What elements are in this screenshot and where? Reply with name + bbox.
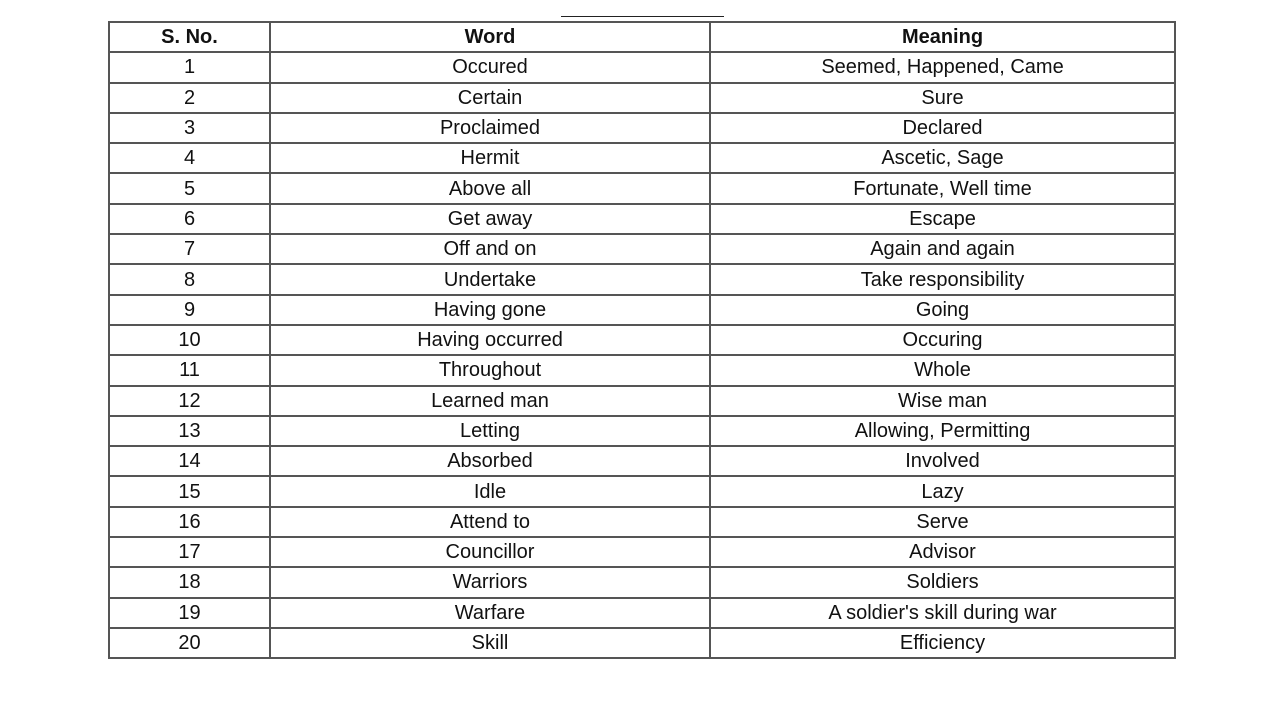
header-meaning: Meaning	[710, 22, 1175, 52]
cell-word: Idle	[270, 476, 710, 506]
cell-word: Absorbed	[270, 446, 710, 476]
table-row	[109, 598, 1175, 628]
cell-meaning: Escape	[710, 204, 1175, 234]
cell-serial-number: 14	[109, 446, 270, 476]
cell-word: Warfare	[270, 598, 710, 628]
cell-serial-number: 6	[109, 204, 270, 234]
cell-word: Councillor	[270, 537, 710, 567]
cell-meaning: Ascetic, Sage	[710, 143, 1175, 173]
cell-serial-number: 9	[109, 295, 270, 325]
cell-word: Occured	[270, 52, 710, 82]
cell-serial-number: 5	[109, 173, 270, 203]
title-underline	[561, 16, 724, 17]
cell-serial-number: 3	[109, 113, 270, 143]
table-row	[109, 446, 1175, 476]
cell-serial-number: 4	[109, 143, 270, 173]
cell-meaning: Going	[710, 295, 1175, 325]
cell-meaning: Take responsibility	[710, 264, 1175, 294]
table-row	[109, 416, 1175, 446]
cell-serial-number: 2	[109, 83, 270, 113]
cell-serial-number: 16	[109, 507, 270, 537]
cell-word: Having gone	[270, 295, 710, 325]
cell-word: Having occurred	[270, 325, 710, 355]
cell-word: Undertake	[270, 264, 710, 294]
table-row	[109, 113, 1175, 143]
cell-serial-number: 19	[109, 598, 270, 628]
cell-serial-number: 18	[109, 567, 270, 597]
cell-meaning: Declared	[710, 113, 1175, 143]
table-header-row	[109, 22, 1175, 52]
table-row	[109, 476, 1175, 506]
cell-word: Letting	[270, 416, 710, 446]
table-row	[109, 173, 1175, 203]
cell-meaning: Advisor	[710, 537, 1175, 567]
header-serial-number: S. No.	[109, 22, 270, 52]
table-body	[109, 52, 1175, 658]
cell-meaning: Efficiency	[710, 628, 1175, 658]
cell-word: Hermit	[270, 143, 710, 173]
cell-serial-number: 17	[109, 537, 270, 567]
table-row	[109, 143, 1175, 173]
cell-serial-number: 10	[109, 325, 270, 355]
table-row	[109, 507, 1175, 537]
table-row	[109, 204, 1175, 234]
table-row	[109, 537, 1175, 567]
cell-meaning: Again and again	[710, 234, 1175, 264]
table-row	[109, 234, 1175, 264]
cell-meaning: Whole	[710, 355, 1175, 385]
cell-serial-number: 7	[109, 234, 270, 264]
cell-serial-number: 15	[109, 476, 270, 506]
table-row	[109, 52, 1175, 82]
cell-word: Off and on	[270, 234, 710, 264]
cell-word: Get away	[270, 204, 710, 234]
cell-serial-number: 8	[109, 264, 270, 294]
cell-word: Certain	[270, 83, 710, 113]
cell-word: Throughout	[270, 355, 710, 385]
cell-meaning: Soldiers	[710, 567, 1175, 597]
cell-meaning: Lazy	[710, 476, 1175, 506]
table-row	[109, 386, 1175, 416]
table-row	[109, 325, 1175, 355]
vocabulary-table	[108, 21, 1176, 659]
cell-serial-number: 12	[109, 386, 270, 416]
cell-meaning: Allowing, Permitting	[710, 416, 1175, 446]
cell-serial-number: 13	[109, 416, 270, 446]
cell-meaning: Fortunate, Well time	[710, 173, 1175, 203]
cell-word: Above all	[270, 173, 710, 203]
table-row	[109, 264, 1175, 294]
table-row	[109, 355, 1175, 385]
cell-meaning: Involved	[710, 446, 1175, 476]
cell-meaning: Wise man	[710, 386, 1175, 416]
cell-word: Warriors	[270, 567, 710, 597]
table-row	[109, 295, 1175, 325]
cell-meaning: Serve	[710, 507, 1175, 537]
table-row	[109, 83, 1175, 113]
header-word: Word	[270, 22, 710, 52]
table-row	[109, 628, 1175, 658]
cell-serial-number: 1	[109, 52, 270, 82]
cell-word: Proclaimed	[270, 113, 710, 143]
cell-word: Learned man	[270, 386, 710, 416]
cell-meaning: Sure	[710, 83, 1175, 113]
cell-word: Attend to	[270, 507, 710, 537]
cell-serial-number: 11	[109, 355, 270, 385]
cell-meaning: Seemed, Happened, Came	[710, 52, 1175, 82]
cell-word: Skill	[270, 628, 710, 658]
cell-meaning: Occuring	[710, 325, 1175, 355]
cell-serial-number: 20	[109, 628, 270, 658]
table-row	[109, 567, 1175, 597]
cell-meaning: A soldier's skill during war	[710, 598, 1175, 628]
